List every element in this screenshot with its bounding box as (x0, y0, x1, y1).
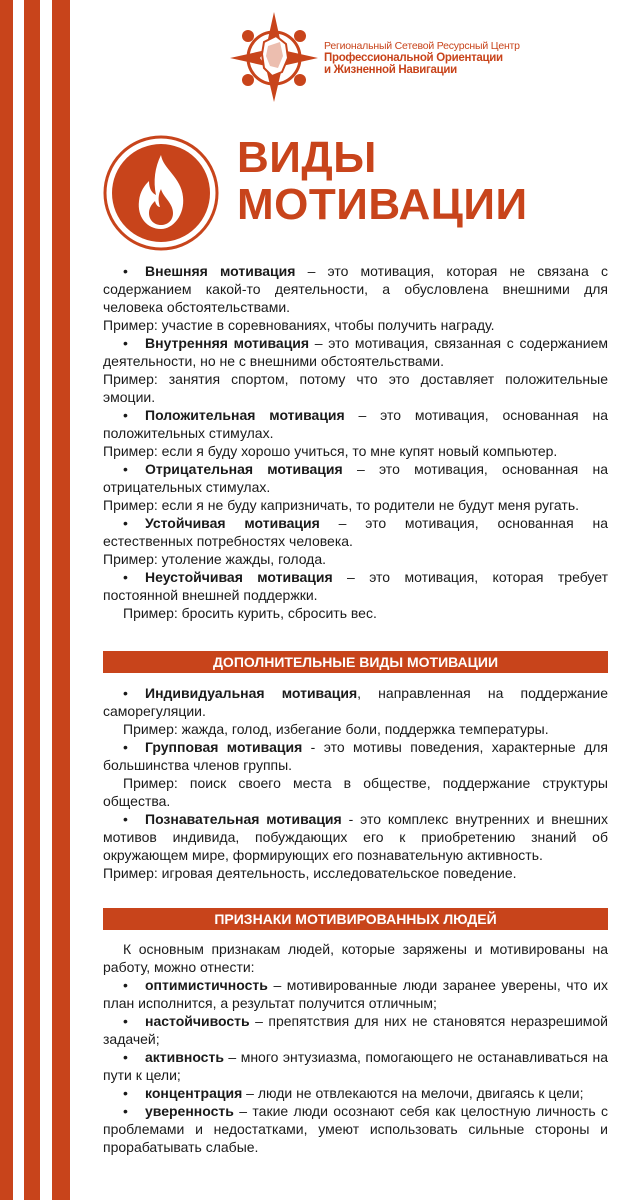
item-individual: • Индивидуальная мотивация, направленная на поддержание саморегуляции. (103, 685, 609, 719)
item-external: • Внешняя мотивация – это мотивация, которая не связана с содержанием какой-то деятельности, а обусловлена внешними для человека обстоятельствами. (103, 263, 608, 315)
example-individual: Пример: жажда, голод, избегание боли, поддержка температуры. (123, 721, 549, 737)
section-heading-additional: ДОПОЛНИТЕЛЬНЫЕ ВИДЫ МОТИВАЦИИ (103, 651, 608, 673)
example-cognitive: Пример: игровая деятельность, исследовательское поведение. (103, 865, 517, 881)
item-stable: • Устойчивая мотивация – это мотивация, основанная на естественных потребностях человека. (103, 515, 609, 549)
item-positive: • Положительная мотивация – это мотивация, основанная на положительных стимулах. (103, 407, 608, 441)
page-title (237, 134, 528, 228)
example-external: Пример: участие в соревнованиях, чтобы получить награду. (103, 317, 495, 333)
item-group: • Групповая мотивация - это мотивы поведения, характерные для большинства членов группы. (103, 739, 608, 773)
logo-text (324, 40, 604, 76)
section-additional (103, 684, 608, 882)
title-line-1: ВИДЫ (237, 133, 377, 182)
left-stripe-3 (52, 0, 70, 1200)
sign-confidence: • уверенность – такие люди осознают себя как целостную личность с проблемами и недостатками, умеют использовать сильные стороны и прорабатывать слабые. (103, 1103, 608, 1155)
logo-line-1: Региональный Сетевой Ресурсный Центр (324, 40, 520, 52)
example-internal: Пример: занятия спортом, потому что это доставляет положительные эмоции. (103, 371, 608, 405)
logo-line-3: и Жизненной Навигации (324, 64, 457, 76)
section-signs (103, 940, 608, 1156)
title-line-2: МОТИВАЦИИ (237, 180, 528, 229)
item-cognitive: • Познавательная мотивация - это комплекс внутренних и внешних мотивов индивида, побуждающих его к приобретению знаний об окружающем мире, формирующих его познавательную активность. (103, 811, 608, 863)
section-types (103, 262, 608, 622)
logo-line-2: Профессиональной Ориентации (324, 52, 503, 64)
sign-optimism: • оптимистичность – мотивированные люди заранее уверены, что их план исполнится, а результат получится отличным; (103, 977, 608, 1011)
item-internal: • Внутренняя мотивация – это мотивация, связанная с содержанием деятельности, но не с внешними обстоятельствами. (103, 335, 608, 369)
example-negative: Пример: если я не буду капризничать, то родители не будут меня ругать. (103, 497, 580, 513)
example-group: Пример: поиск своего места в обществе, поддержание структуры общества. (103, 775, 608, 809)
item-unstable: • Неустойчивая мотивация – это мотивация, которая требует постоянной внешней поддержки. (103, 569, 608, 603)
bullet: • (123, 263, 128, 279)
signs-intro: К основным признакам людей, которые заряжены и мотивированы на работу, можно отнести: (103, 941, 608, 975)
example-unstable: Пример: бросить курить, сбросить вес. (123, 605, 377, 621)
sign-activity: • активность – много энтузиазма, помогающего не останавливаться на пути к цели; (103, 1049, 608, 1083)
item-negative: • Отрицательная мотивация – это мотивация, основанная на отрицательных стимулах. (103, 461, 609, 495)
sign-persistence: • настойчивость – препятствия для них не становятся неразрешимой задачей; (103, 1013, 608, 1047)
left-stripe-1 (0, 0, 13, 1200)
sign-concentration: • концентрация – люди не отвлекаются на мелочи, двигаясь к цели; (123, 1085, 584, 1101)
header-logo (228, 10, 608, 110)
section-heading-signs: ПРИЗНАКИ МОТИВИРОВАННЫХ ЛЮДЕЙ (103, 908, 608, 930)
flame-icon (103, 135, 219, 251)
compass-emblem-icon (228, 10, 320, 102)
example-positive: Пример: если я буду хорошо учиться, то мне купят новый компьютер. (103, 443, 558, 459)
left-stripe-2 (24, 0, 40, 1200)
example-stable: Пример: утоление жажды, голода. (103, 551, 327, 567)
